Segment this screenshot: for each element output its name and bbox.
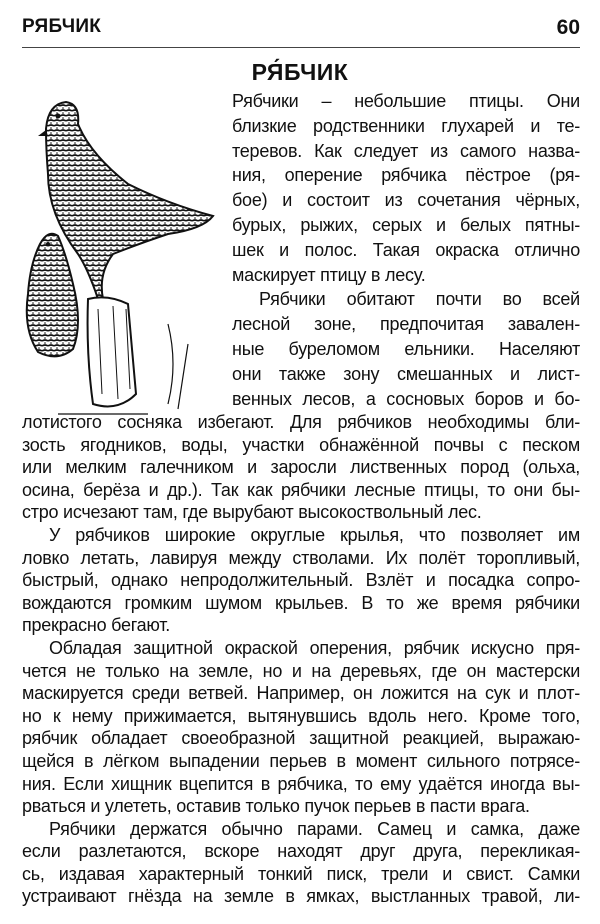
paragraph-line: если разлетаются, вскоре находят друг друга, перекликая- <box>22 841 580 862</box>
paragraph-line: они также зону смешанных и лист- <box>232 363 580 384</box>
paragraph-line: Обладая защитной окраской оперения, рябчик искусно пря- <box>49 637 580 658</box>
paragraph-line: теревов. Как следует из самого назва- <box>232 140 580 161</box>
paragraph-line: венных лесов, а сосновых боров и бо- <box>232 388 580 409</box>
paragraph-line: бое) и состоит из сочетания чёрных, <box>232 190 580 211</box>
paragraph-line: лотистого сосняка избегают. Для рябчиков необходимы бли- <box>22 412 580 432</box>
paragraph-line: но к нему прижимается, вытянувшись вдоль него. Кроме того, <box>22 705 580 726</box>
paragraph-line: устраивают гнёзда на земле в ямках, выстланных травой, ли- <box>22 886 580 907</box>
paragraph-line: ные буреломом ельники. Населяют <box>232 338 580 359</box>
paragraph-line: бурых, рыжих, серых и белых пятны- <box>232 214 580 235</box>
paragraph-line: шек и полос. Такая окраска отлично <box>232 239 580 260</box>
paragraph-line: быстрый, однако непродолжительный. Взлёт и посадка сопро- <box>22 570 580 591</box>
paragraph-line: близкие родственники глухарей и те- <box>232 115 580 136</box>
body-text <box>22 411 580 908</box>
header-rule <box>22 47 580 48</box>
paragraph-line: прекрасно бегают. <box>22 615 171 636</box>
page-number: 60 <box>556 16 580 39</box>
hazel-grouse-illustration <box>18 94 228 416</box>
paragraph-line: маскируется среди ветвей. Например, он ложится на сук и плот- <box>22 683 580 704</box>
paragraph-line: Рябчики – небольшие птицы. Они <box>232 91 580 111</box>
paragraph-line: Рябчики держатся обычно парами. Самец и самка, даже <box>49 818 580 839</box>
paragraph-line: зость ягодников, воды, участки обнажённой почвы с песком <box>22 434 580 455</box>
paragraph-line: У рябчиков широкие округлые крылья, что позволяет им <box>49 524 580 545</box>
paragraph-line: Рябчики обитают почти во всей <box>259 289 580 310</box>
paragraph-line: вождаются громким шумом крыльев. В то же время рябчики <box>22 592 580 613</box>
paragraph-line: или мелким галечником и заросли лиственных пород (ольха, <box>22 457 580 478</box>
paragraph-line: рябчик обладает своеобразной защитной реакцией, выражаю- <box>22 728 580 749</box>
paragraph-line: чется не только на земле, но и на деревьях, где он мастерски <box>22 660 580 681</box>
paragraph-line: ния, оперение рябчика пёстрое (ря- <box>232 165 580 186</box>
paragraph-line: стро исчезают там, где вырубают высокоствольный лес. <box>22 502 482 523</box>
paragraph-line: рваться и улететь, оставив только пучок перьев в пасти врага. <box>22 796 530 817</box>
paragraph-line: лесной зоне, предпочитая завален- <box>232 314 580 335</box>
article-title: РЯ́БЧИК <box>251 59 349 85</box>
paragraph-line: маскирует птицу в лесу. <box>232 264 426 285</box>
paragraph-line: щейся в лёгком выпадении перьев в момент сильного потрясе- <box>22 750 580 771</box>
column-text <box>232 89 580 411</box>
running-head: РЯБЧИК <box>22 16 102 37</box>
paragraph-line: осина, берёза и др.). Так как рябчики лесные птицы, то они бы- <box>22 479 580 500</box>
paragraph-line: сь, издавая характерный тонкий писк, трели и свист. Самки <box>22 863 580 884</box>
paragraph-line: ния. Если хищник вцепится в рябчика, то ему удаётся иногда вы- <box>22 773 580 794</box>
paragraph-line: ловко летать, лавируя между стволами. Их полёт торопливый, <box>22 547 580 568</box>
